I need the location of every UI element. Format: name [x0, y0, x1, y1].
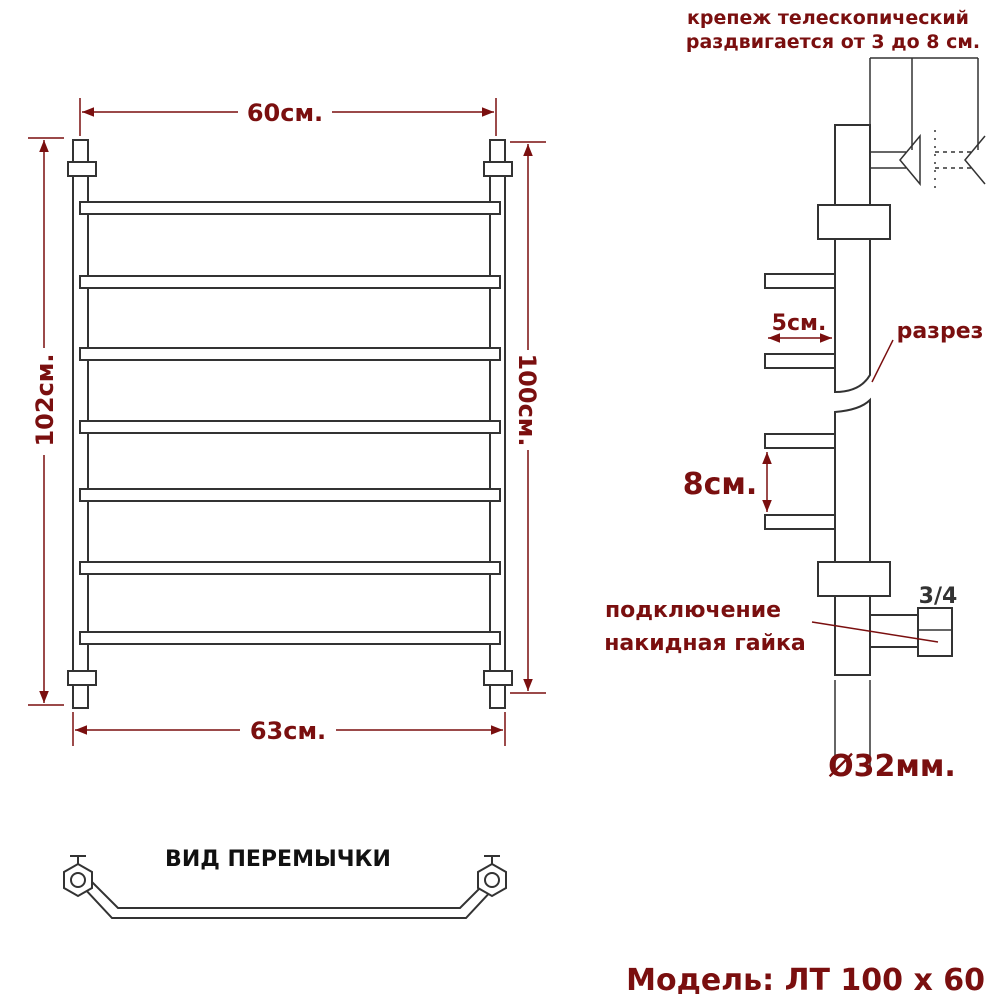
rungs [80, 202, 500, 644]
height-left-label: 102см. [31, 353, 59, 447]
jumper-title: ВИД ПЕРЕМЫЧКИ [165, 847, 391, 872]
collar-lower [818, 562, 890, 596]
side-view [765, 58, 985, 772]
rung-stub [765, 515, 835, 529]
union-nut [918, 608, 952, 656]
connection-line2: накидная гайка [604, 631, 806, 656]
side-post-lower [835, 400, 870, 675]
rung [80, 348, 500, 360]
width-bottom-label: 63см. [249, 717, 327, 745]
rung-stub [765, 274, 835, 288]
connection-line1: подключение [604, 598, 782, 623]
thread-size-label: 3/4 [918, 584, 958, 609]
telescopic-mount [870, 58, 985, 192]
rung-depth-label: 5см. [771, 311, 827, 336]
rung [80, 421, 500, 433]
rung [80, 632, 500, 644]
side-post-upper [835, 125, 870, 392]
rung-stub [765, 354, 835, 368]
cut-label: разрез [896, 319, 984, 344]
rung [80, 489, 500, 501]
bracket-bottom-left [68, 671, 96, 685]
jumper-bar [84, 888, 494, 918]
rung [80, 276, 500, 288]
connection-pipe [870, 615, 920, 647]
mount-note-line1: крепеж телескопический [687, 7, 969, 29]
mount-note-line2: раздвигается от 3 до 8 см. [685, 31, 981, 53]
width-top-label: 60см. [246, 99, 324, 127]
bracket-top-left [68, 162, 96, 176]
front-view [68, 140, 512, 708]
rung-spacing-label: 8см. [682, 467, 758, 502]
collar-upper [818, 205, 890, 239]
bracket-bottom-right [484, 671, 512, 685]
pipe-diameter-label: Ø32мм. [828, 749, 956, 784]
model-label: Модель: ЛТ 100 х 60 [626, 963, 985, 998]
rung [80, 202, 500, 214]
height-right-label: 100см. [513, 353, 541, 447]
bracket-top-right [484, 162, 512, 176]
rung [80, 562, 500, 574]
rung-stub [765, 434, 835, 448]
cut-leader [872, 340, 893, 382]
